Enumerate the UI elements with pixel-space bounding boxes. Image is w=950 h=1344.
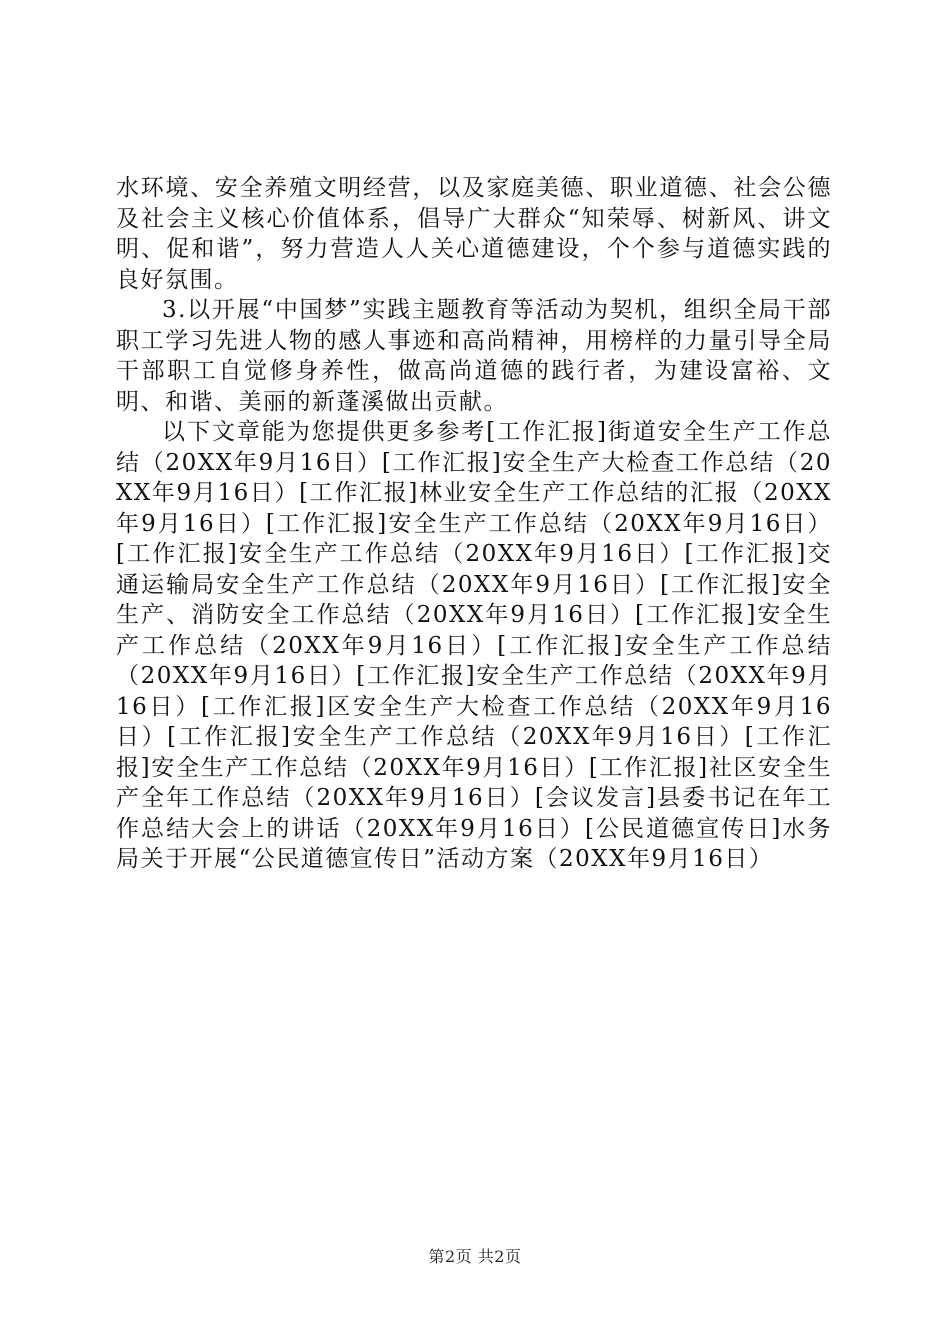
page-footer: 第2页 共2页 [428,1247,522,1266]
document-body [116,173,832,875]
paragraph-item-3: 3.以开展“中国梦”实践主题教育等活动为契机，组织全局干部职工学习先进人物的感人事迹和高尚精神，用榜样的力量引导全局干部职工自觉修身养性，做高尚道德的践行者，为建设富裕、文明、和谐、美丽的新蓬溪做出贡献。 [116,297,832,415]
paragraph-related-articles: 以下文章能为您提供更多参考[工作汇报]街道安全生产工作总结（20XX年9月16日）[工作汇报]安全生产大检查工作总结（20XX年9月16日）[工作汇报]林业安全生产工作总结的汇报（20XX年9月16日）[工作汇报]安全生产工作总结（20XX年9月16日）[工作汇报]安全生产工作总结（20XX年9月16日）[工作汇报]交通运输局安全生产工作总结（20XX年9月16日）[工作汇报]安全生产、消防安全工作总结（20XX年9月16日）[工作汇报]安全生产工作总结（20XX年9月16日）[工作汇报]安全生产工作总结（20XX年9月16日）[工作汇报]安全生产工作总结（20XX年9月16日）[工作汇报]区安全生产大检查工作总结（20XX年9月16日）[工作汇报]安全生产工作总结（20XX年9月16日）[工作汇报]安全生产工作总结（20XX年9月16日）[工作汇报]社区安全生产全年工作总结（20XX年9月16日）[会议发言]县委书记在年工作总结大会上的讲话（20XX年9月16日）[公民道德宣传日]水务局关于开展“公民道德宣传日”活动方案（20XX年9月16日） [116,419,832,872]
paragraph-continuation: 水环境、安全养殖文明经营，以及家庭美德、职业道德、社会公德及社会主义核心价值体系，倡导广大群众“知荣辱、树新风、讲文明、促和谐”，努力营造人人关心道德建设，个个参与道德实践的良好氛围。 [116,175,832,293]
